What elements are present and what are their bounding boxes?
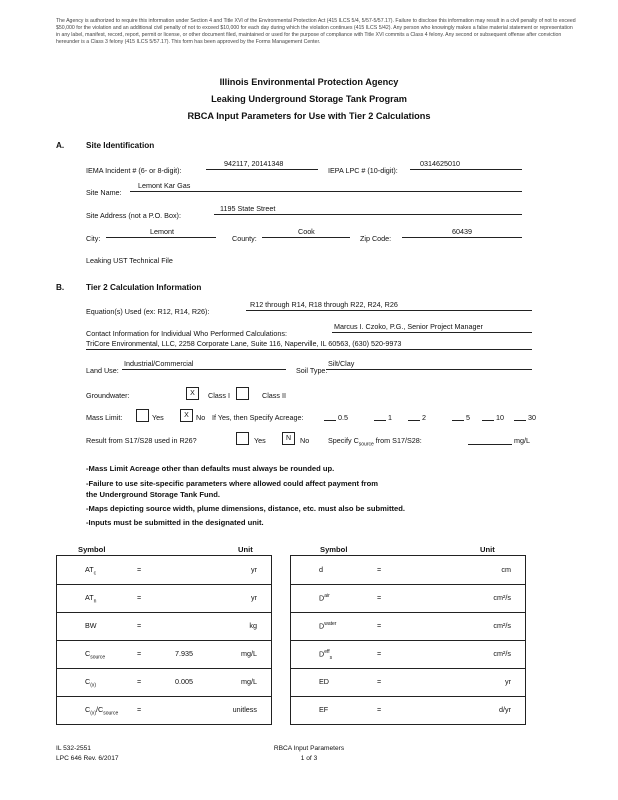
land-use-field[interactable]: [122, 359, 286, 370]
acreage-option-2-label: 2: [422, 413, 426, 422]
section-a-letter: A.: [56, 141, 65, 150]
note-3: the Underground Storage Tank Fund.: [86, 490, 221, 499]
right-row-equals: =: [377, 565, 382, 574]
county-label: County:: [232, 234, 257, 243]
tech-file-label: Leaking UST Technical File: [86, 256, 173, 265]
acreage-option-4-box[interactable]: [482, 410, 494, 421]
lpc-label: IEPA LPC # (10-digit):: [328, 166, 398, 175]
land-use-value: Industrial/Commercial: [124, 359, 194, 368]
section-b-title: Tier 2 Calculation Information: [86, 283, 202, 292]
note-1: -Mass Limit Acreage other than defaults must always be rounded up.: [86, 464, 335, 473]
left-unit-header: Unit: [238, 545, 253, 554]
class1-checkbox[interactable]: X: [186, 387, 199, 400]
zip-field[interactable]: [402, 227, 522, 238]
footer-lpc-no: LPC 646 Rev. 6/2017: [56, 755, 119, 762]
right-row-equals: =: [377, 621, 382, 630]
right-table-row: [291, 668, 525, 697]
left-row-equals: =: [137, 677, 142, 686]
footer-form-no: IL 532-2551: [56, 745, 91, 752]
iema-label: IEMA Incident # (6- or 8-digit):: [86, 166, 182, 175]
contact-field-2[interactable]: [86, 339, 532, 350]
left-symbol-header: Symbol: [78, 545, 106, 554]
right-row-equals: =: [377, 705, 382, 714]
county-field[interactable]: [262, 227, 350, 238]
right-parameter-table: [290, 555, 526, 725]
zip-label: Zip Code:: [360, 234, 392, 243]
program-title: Leaking Underground Storage Tank Program: [211, 94, 407, 104]
county-value: Cook: [298, 227, 315, 236]
acreage-option-3-box[interactable]: [452, 410, 464, 421]
left-row-equals: =: [137, 621, 142, 630]
zip-value: 60439: [452, 227, 472, 236]
form-title: RBCA Input Parameters for Use with Tier 2 Calculations: [187, 111, 431, 121]
soil-type-value: Silt/Clay: [328, 359, 355, 368]
note-2: -Failure to use site-specific parameters where allowed could affect payment from: [86, 479, 379, 488]
right-row-symbol: $D^{air}$: [319, 593, 330, 603]
right-row-equals: =: [377, 677, 382, 686]
address-field[interactable]: [214, 204, 522, 215]
right-table-row: [291, 696, 525, 724]
site-name-value: Lemont Kar Gas: [138, 181, 191, 190]
equations-label: Equation(s) Used (ex: R12, R14, R26):: [86, 307, 210, 316]
left-row-equals: =: [137, 649, 142, 658]
acreage-option-2-box[interactable]: [408, 410, 420, 421]
right-row-equals: =: [377, 593, 382, 602]
left-row-unit: yr: [251, 565, 257, 574]
specify-label: [328, 436, 422, 447]
right-row-unit: d/yr: [499, 705, 511, 714]
left-row-symbol: BW: [85, 621, 97, 630]
disclaimer-text: The Agency is authorized to require this information under Section 4 and Title XVI of the Environmental Protection Act (415 ILCS 5/4, 5/57-5/57.17). Failure to disclose this information may result in a civil penalty of not to exceed $50,000 for the violation and an additional civil penalty of not to exceed $10,000 for each day during which the violation continues (415 ILCS 5/42). Any person who knowingly makes a false material statement or representation in any label, manifest, record, report, permit or license, or other document filed, maintained or used for the purpose of compliance with Title XVI commits a Class 4 felony. Any second or subsequent offense after conviction hereunder is a Class 3 felony (415 ILCS 5/57.17). This form has been approved by the Forms Management Center.: [56, 18, 576, 45]
left-row-unit: mg/L: [241, 649, 257, 658]
left-row-value[interactable]: 7.935: [175, 649, 193, 658]
acreage-option-3-label: 5: [466, 413, 470, 422]
right-row-unit: cm²/s: [493, 593, 511, 602]
address-label: Site Address (not a P.O. Box):: [86, 211, 181, 220]
class1-label: Class I: [208, 391, 230, 400]
left-row-equals: =: [137, 565, 142, 574]
left-table-row: [57, 556, 271, 585]
right-symbol-header: Symbol: [320, 545, 348, 554]
right-table-row: [291, 640, 525, 669]
left-row-unit: yr: [251, 593, 257, 602]
right-row-unit: cm²/s: [493, 621, 511, 630]
left-row-value[interactable]: 0.005: [175, 677, 193, 686]
agency-title: Illinois Environmental Protection Agency: [219, 77, 399, 87]
left-row-unit: kg: [249, 621, 257, 630]
acreage-option-5-label: 30: [528, 413, 536, 422]
left-row-unit: mg/L: [241, 677, 257, 686]
soil-type-field[interactable]: [326, 359, 532, 370]
acreage-option-1-box[interactable]: [374, 410, 386, 421]
left-row-symbol: $AT_c$: [85, 565, 97, 577]
contact-field-1[interactable]: [332, 322, 532, 333]
specify-value-field[interactable]: [468, 434, 512, 445]
specify-prefix: Specify C: [328, 436, 359, 445]
left-table-row: [57, 696, 271, 724]
contact-label: Contact Information for Individual Who Performed Calculations:: [86, 329, 287, 338]
footer-page: 1 of 3: [300, 755, 318, 762]
left-parameter-table: [56, 555, 272, 725]
mass-limit-no-label: No: [196, 413, 206, 422]
left-table-row: [57, 668, 271, 697]
left-row-symbol: $C_{(x)}$: [85, 677, 97, 689]
result-no-checkbox[interactable]: N: [282, 432, 295, 445]
equations-value: R12 through R14, R18 through R22, R24, R26: [250, 300, 398, 309]
land-use-label: Land Use:: [86, 366, 119, 375]
left-row-symbol: $C_{(x)}/C_{source}$: [85, 705, 119, 717]
section-a-title: Site Identification: [86, 141, 155, 150]
equations-field[interactable]: [246, 300, 532, 311]
city-field[interactable]: [106, 227, 216, 238]
footer-title: RBCA Input Parameters: [273, 745, 345, 752]
result-no-label: No: [300, 436, 310, 445]
contact-line-1: Marcus I. Czoko, P.G., Senior Project Manager: [334, 322, 483, 331]
specify-tail: from S17/S28:: [375, 436, 422, 445]
right-table-row: [291, 556, 525, 585]
right-row-equals: =: [377, 649, 382, 658]
mass-limit-yes-checkbox[interactable]: [136, 409, 149, 422]
specify-sub: source: [358, 441, 374, 448]
right-row-unit: cm²/s: [493, 649, 511, 658]
city-value: Lemont: [150, 227, 174, 236]
acreage-option-0-label: 0.5: [338, 413, 348, 422]
right-row-symbol: $D^{water}$: [319, 621, 337, 631]
acreage-option-1-label: 1: [388, 413, 392, 422]
left-table-row: [57, 612, 271, 641]
right-row-symbol: d: [319, 565, 323, 574]
mass-limit-label: Mass Limit:: [86, 413, 123, 422]
city-label: City:: [86, 234, 101, 243]
right-row-unit: cm: [501, 565, 511, 574]
left-table-row: [57, 640, 271, 669]
acreage-label: If Yes, then Specify Acreage:: [212, 413, 304, 422]
acreage-option-0-box[interactable]: [324, 410, 336, 421]
mass-limit-yes-label: Yes: [152, 413, 164, 422]
groundwater-label: Groundwater:: [86, 391, 130, 400]
right-row-symbol: ED: [319, 677, 329, 686]
class2-label: Class II: [262, 391, 286, 400]
specify-unit: mg/L: [514, 436, 530, 445]
note-5: -Inputs must be submitted in the designated unit.: [86, 518, 264, 527]
lpc-field[interactable]: [410, 159, 522, 170]
left-row-symbol: $C_{source}$: [85, 649, 106, 661]
result-yes-label: Yes: [254, 436, 266, 445]
iema-field[interactable]: [206, 159, 318, 170]
left-row-unit: unitless: [232, 705, 257, 714]
contact-line-2: TriCore Environmental, LLC, 2258 Corporate Lane, Suite 116, Naperville, IL 60563, (630) 520-9973: [86, 339, 402, 348]
right-row-symbol: $D^{eff}_s$: [319, 649, 333, 661]
site-name-field[interactable]: [130, 181, 522, 192]
section-b-letter: B.: [56, 283, 65, 292]
mass-limit-no-checkbox[interactable]: X: [180, 409, 193, 422]
iema-value: 942117, 20141348: [224, 159, 284, 168]
right-unit-header: Unit: [480, 545, 495, 554]
lpc-value: 0314625010: [420, 159, 460, 168]
left-row-symbol: $AT_n$: [85, 593, 97, 605]
address-value: 1195 State Street: [220, 204, 276, 213]
right-row-symbol: EF: [319, 705, 329, 714]
soil-type-label: Soil Type:: [296, 366, 328, 375]
right-row-unit: yr: [505, 677, 511, 686]
site-name-label: Site Name:: [86, 188, 122, 197]
left-table-row: [57, 584, 271, 613]
result-label: Result from S17/S28 used in R26?: [86, 436, 197, 445]
left-row-equals: =: [137, 705, 142, 714]
right-table-row: [291, 584, 525, 613]
right-table-row: [291, 612, 525, 641]
acreage-option-4-label: 10: [496, 413, 504, 422]
acreage-option-5-box[interactable]: [514, 410, 526, 421]
class2-checkbox[interactable]: [236, 387, 249, 400]
result-yes-checkbox[interactable]: [236, 432, 249, 445]
left-row-equals: =: [137, 593, 142, 602]
note-4: -Maps depicting source width, plume dimensions, distance, etc. must also be submitted.: [86, 504, 405, 513]
